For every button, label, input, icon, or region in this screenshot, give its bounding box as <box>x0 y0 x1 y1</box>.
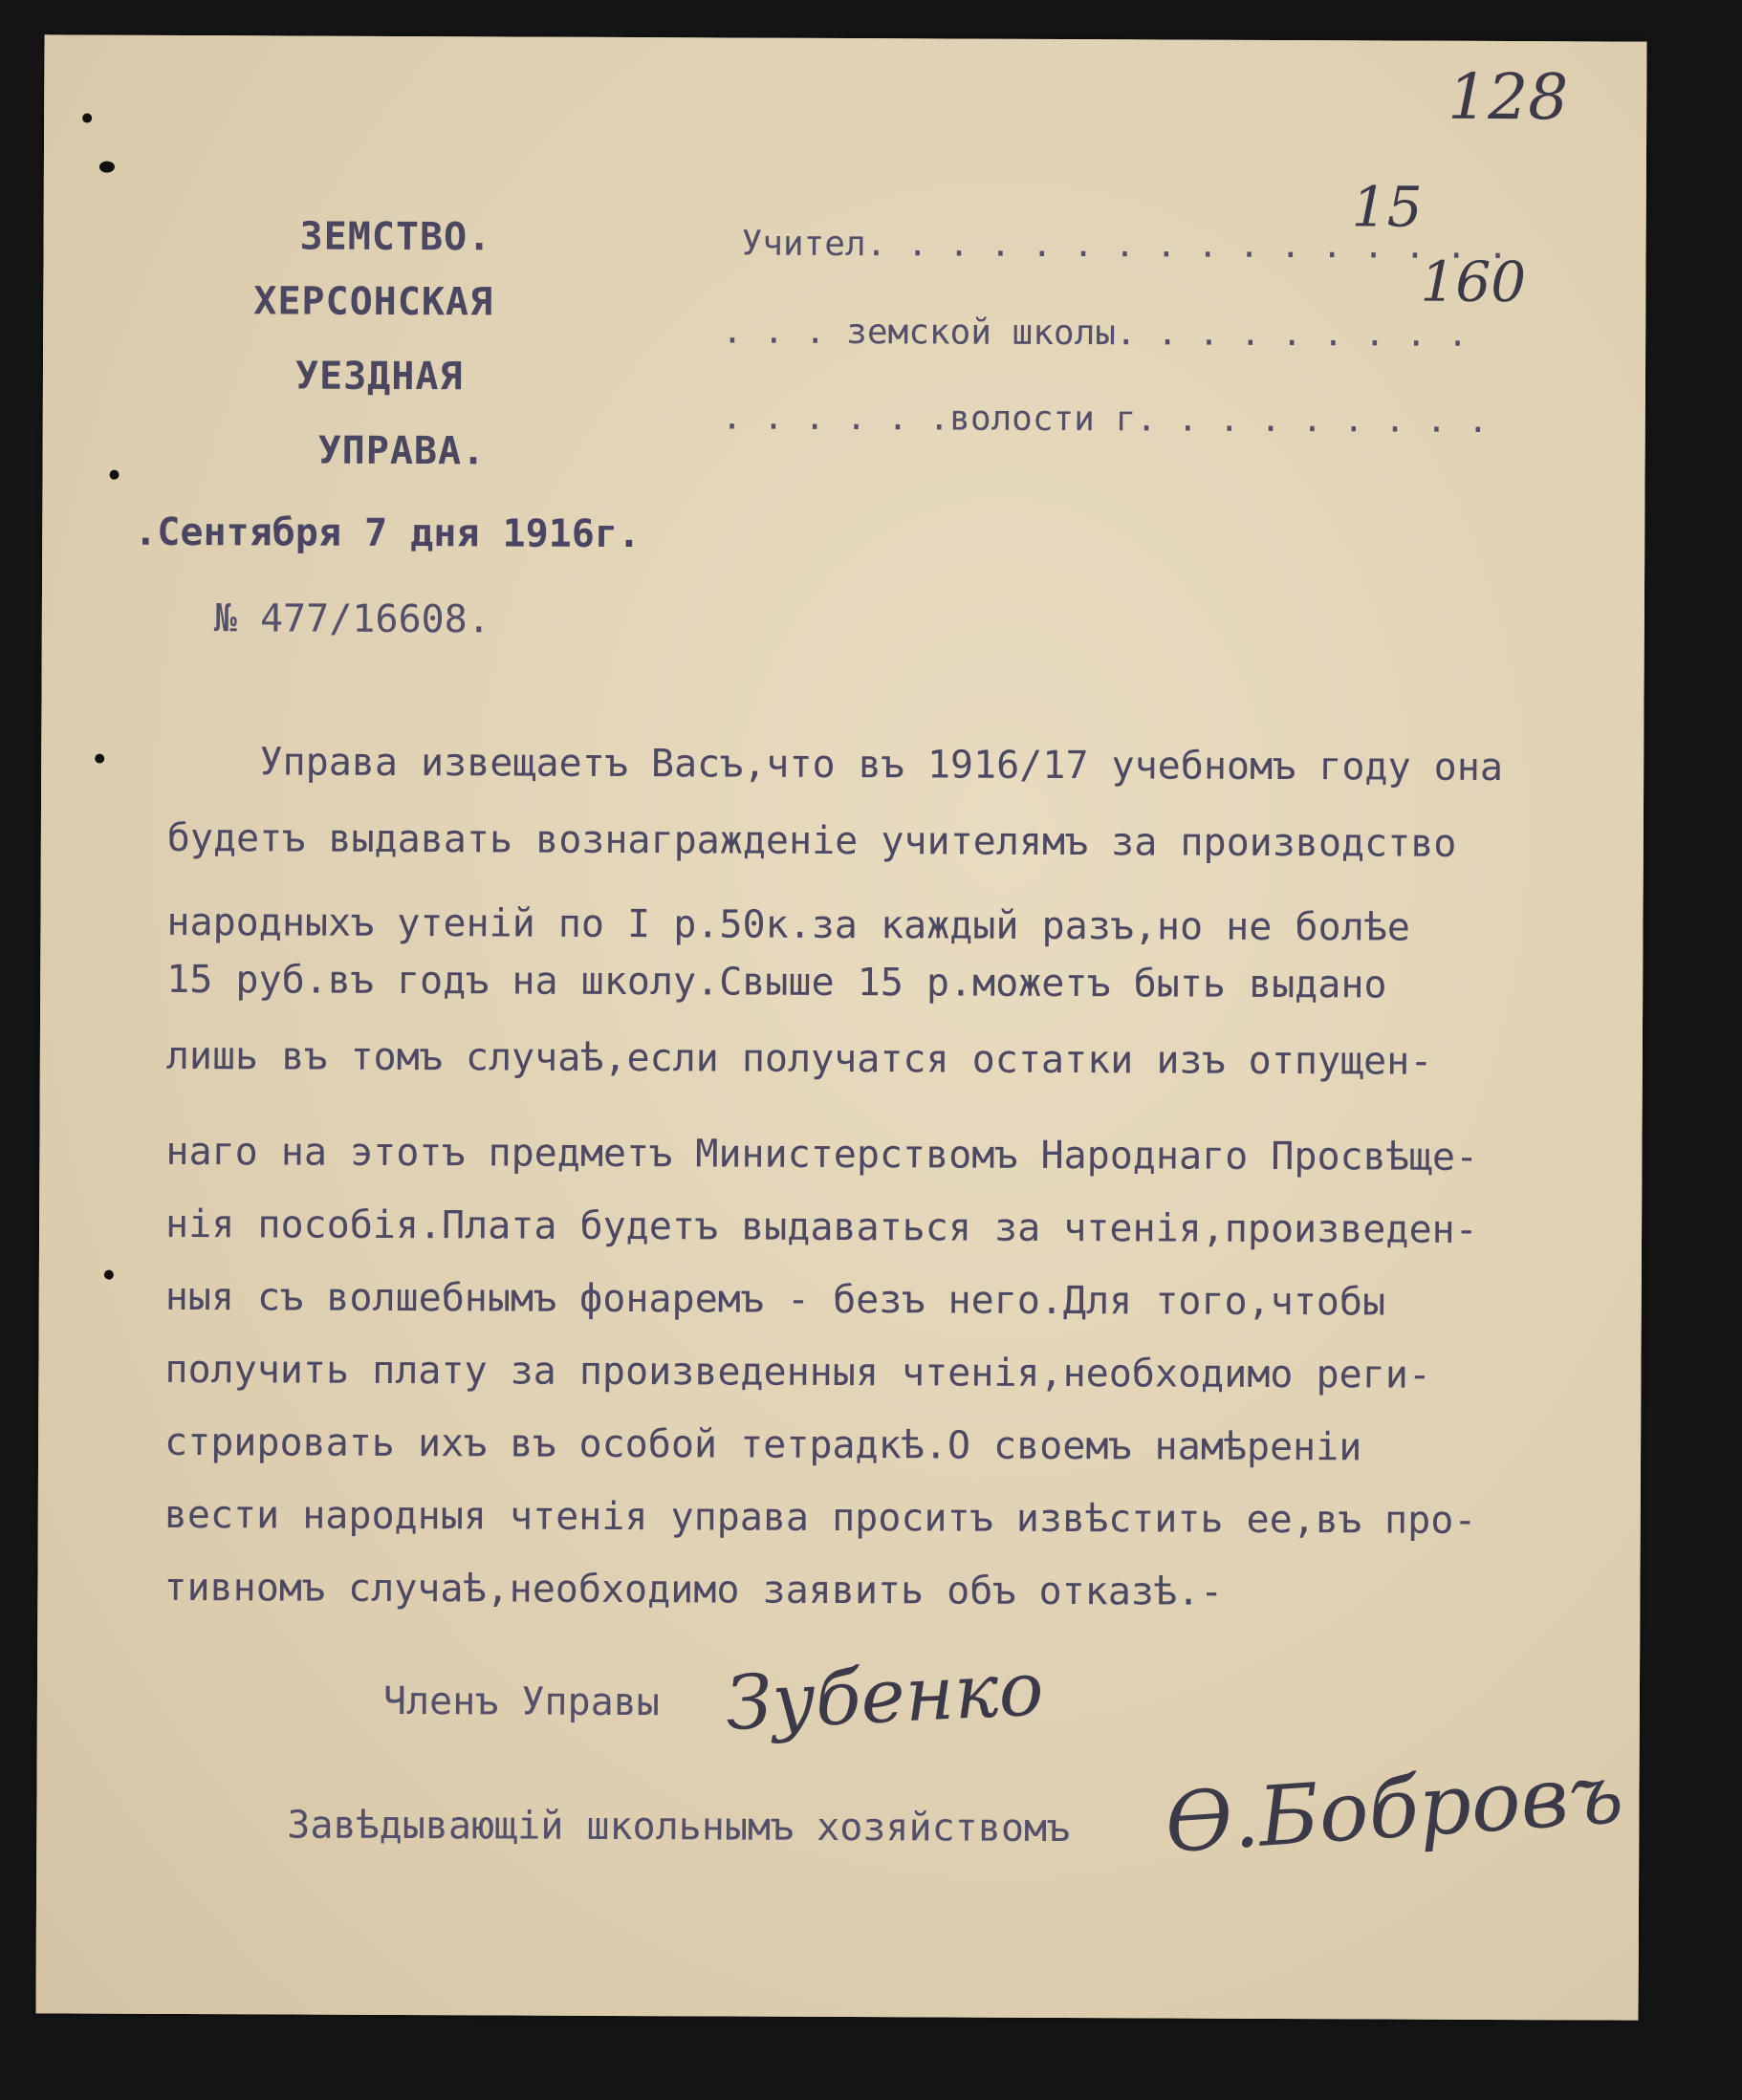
stamp-line-4: УПРАВА. <box>317 428 487 474</box>
manager-label: Завѣдывающій школьнымъ хозяйствомъ <box>287 1803 1071 1851</box>
body-line-1: Управа извещаетъ Васъ,что въ 1916/17 учебномъ году она <box>167 739 1504 790</box>
body-line-10: стрировать ихъ въ особой тетрадкѣ.О своемъ намѣреніи <box>163 1419 1362 1470</box>
body-line-6: наго на этотъ предметъ Министерствомъ Народнаго Просвѣще- <box>165 1129 1479 1180</box>
binder-hole <box>99 162 115 173</box>
binder-hole <box>104 1270 114 1280</box>
stamp-line-3: УЕЗДНАЯ <box>294 354 464 400</box>
member-signature: Зубенко <box>723 1646 1046 1748</box>
document-date: .Сентября 7 дня 1916г. <box>134 509 642 557</box>
document-number: № 477/16608. <box>213 596 490 642</box>
binder-hole <box>95 754 104 764</box>
body-line-11: вести народныя чтенія управа проситъ извѣстить ее,въ про- <box>163 1492 1477 1543</box>
binder-hole <box>82 114 92 123</box>
binder-hole <box>109 470 119 480</box>
body-line-4: 15 руб.въ годъ на школу.Свыше 15 р.можетъ быть выдано <box>166 957 1387 1007</box>
address-line-2: . . . земской школы. . . . . . . . . <box>722 312 1469 355</box>
stamp-line-1: ЗЕМСТВО. <box>299 214 492 260</box>
manager-signature: Ѳ.Бобровъ <box>1162 1745 1626 1873</box>
member-label: Членъ Управы <box>382 1678 661 1725</box>
body-line-5: лишь въ томъ случаѣ,если получатся остатки изъ отпущен- <box>165 1033 1433 1084</box>
handwritten-mark-1: 15 <box>1351 174 1423 240</box>
body-line-9: получить плату за произведенныя чтенія,необходимо реги- <box>164 1347 1432 1397</box>
handwritten-mark-2: 160 <box>1420 249 1527 315</box>
body-line-2: будетъ выдавать вознагражденіе учителямъ за производство <box>166 815 1457 866</box>
body-line-7: нія пособія.Плата будетъ выдаваться за чтенія,произведен- <box>164 1202 1478 1252</box>
stamp-line-2: ХЕРСОНСКАЯ <box>253 279 494 325</box>
document-page <box>35 34 1646 2020</box>
address-line-1: Учител. . . . . . . . . . . . . . . . <box>741 224 1509 268</box>
body-line-3: народныхъ утеній по I р.50к.за каждый разъ,но не болѣе <box>166 899 1410 950</box>
archive-folio-number: 128 <box>1448 59 1569 135</box>
body-line-12: тивномъ случаѣ,необходимо заявить объ отказѣ.- <box>163 1565 1224 1614</box>
body-line-8: ныя съ волшебнымъ фонаремъ - безъ него.Для того,чтобы <box>164 1274 1386 1325</box>
address-line-3: . . . . . .волости г. . . . . . . . . <box>721 398 1489 441</box>
